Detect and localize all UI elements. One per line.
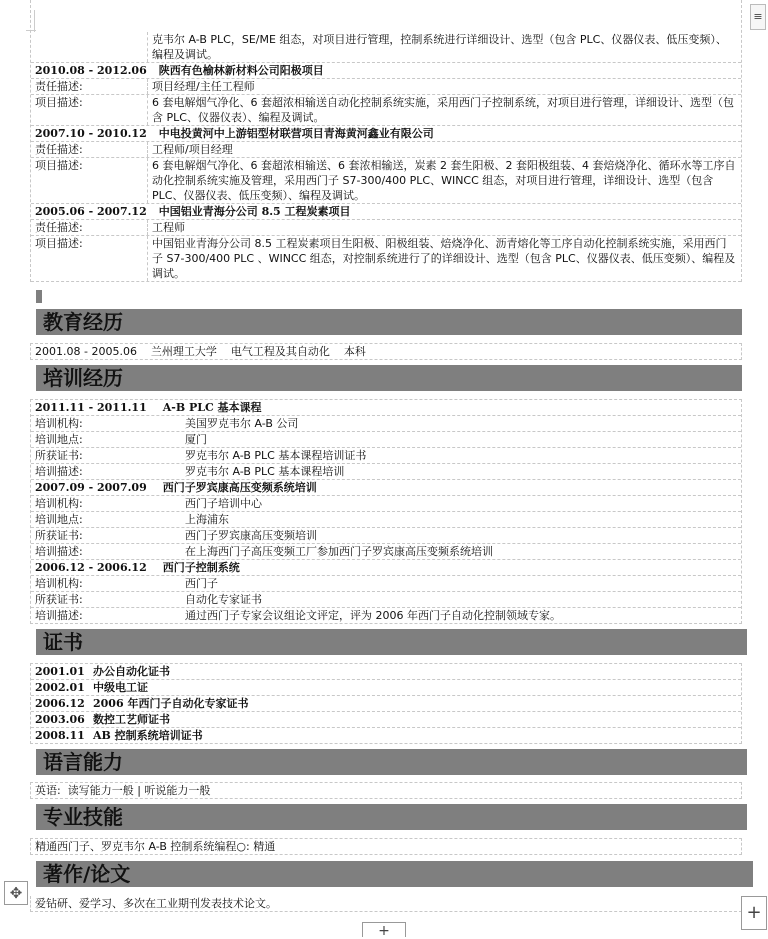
scroll-menu-icon[interactable]: ≡ bbox=[750, 4, 766, 30]
publications-entry: 爱钻研、爱学习、多次在工业期刊发表技术论文。 bbox=[35, 897, 277, 910]
table-move-handle-icon[interactable]: ✥ bbox=[4, 881, 28, 905]
add-row-button[interactable]: + bbox=[362, 922, 406, 937]
field-value: 在上海西门子高压变频工厂参加西门子罗宾康高压变频系统培训 bbox=[185, 545, 493, 558]
section-heading-language: 语言能力 bbox=[36, 749, 747, 775]
project-header bbox=[31, 63, 741, 79]
table-row bbox=[31, 158, 741, 204]
training-period: 2006.12 - 2006.12 bbox=[35, 561, 147, 574]
education-box bbox=[30, 343, 742, 360]
field-label: 培训机构: bbox=[35, 497, 83, 510]
certificate-name: 办公自动化证书 bbox=[93, 665, 170, 678]
certificate-name: 数控工艺师证书 bbox=[93, 713, 170, 726]
certificate-name: AB 控制系统培训证书 bbox=[93, 729, 203, 742]
section-heading-education: 教育经历 bbox=[36, 309, 742, 335]
training-period: 2007.09 - 2007.09 bbox=[35, 481, 147, 494]
field-value: 罗克韦尔 A-B PLC 基本课程培训证书 bbox=[185, 449, 367, 462]
field-label: 培训描述: bbox=[35, 609, 83, 622]
field-label: 培训地点: bbox=[35, 433, 83, 446]
field-label: 所获证书: bbox=[35, 449, 83, 462]
table-row bbox=[31, 512, 741, 528]
training-name: 西门子罗宾康高压变频系统培训 bbox=[162, 481, 317, 494]
field-value: 自动化专家证书 bbox=[185, 593, 262, 606]
education-entry: 2001.08 - 2005.06 兰州理工大学 电气工程及其自动化 本科 bbox=[35, 345, 366, 358]
certificate-name: 2006 年西门子自动化专家证书 bbox=[93, 697, 249, 710]
field-label: 所获证书: bbox=[35, 529, 83, 542]
table-row bbox=[31, 592, 741, 608]
field-label: 所获证书: bbox=[35, 593, 83, 606]
field-value: 厦门 bbox=[185, 433, 207, 446]
certificate-date: 2003.06 bbox=[35, 713, 85, 726]
table-row bbox=[31, 416, 741, 432]
table-row bbox=[31, 0, 741, 63]
certificate-date: 2002.01 bbox=[35, 681, 85, 694]
field-label: 项目描述: bbox=[35, 96, 83, 109]
training-period: 2011.11 - 2011.11 bbox=[35, 401, 147, 414]
project-period: 2005.06 - 2007.12 bbox=[35, 205, 147, 218]
table-row bbox=[31, 528, 741, 544]
field-label: 项目描述: bbox=[35, 237, 83, 250]
project-company: 中电投黄河中上游铝型材联营项目青海黄河鑫业有限公司 bbox=[158, 127, 434, 140]
training-table bbox=[30, 399, 742, 624]
language-entry: 英语: 读写能力一般 | 听说能力一般 bbox=[35, 784, 211, 797]
field-label: 责任描述: bbox=[35, 80, 83, 93]
table-row bbox=[31, 142, 741, 158]
table-row bbox=[31, 95, 741, 126]
project-header bbox=[31, 126, 741, 142]
field-value: 工程师/项目经理 bbox=[147, 142, 741, 157]
training-name: 西门子控制系统 bbox=[162, 561, 240, 574]
project-period: 2010.08 - 2012.06 bbox=[35, 64, 147, 77]
certificate-row bbox=[31, 680, 741, 696]
field-value: 西门子培训中心 bbox=[185, 497, 262, 510]
certificates-table bbox=[30, 663, 742, 744]
table-row bbox=[31, 236, 741, 282]
paragraph-marker bbox=[36, 290, 42, 303]
table-row bbox=[31, 496, 741, 512]
table-row bbox=[31, 79, 741, 95]
project-company: 中国铝业青海分公司 8.5 工程炭素项目 bbox=[158, 205, 351, 218]
table-row bbox=[31, 432, 741, 448]
project-description: 6 套电解烟气净化、6 套超浓相输送、6 套浓相输送，炭素 2 套生阳极、2 套阳极组装、4 套焙烧净化、循环水等工序自动化控制系统实施及管理，采用西门子 S7-300/400 PLC、WINCC 组态，对项目进行管理，详细设计、选型（包含 PLC、仪器仪表、低压变频）、编程及调试。 bbox=[147, 158, 741, 203]
field-value: 西门子罗宾康高压变频培训 bbox=[185, 529, 317, 542]
certificate-row bbox=[31, 712, 741, 728]
skills-box bbox=[30, 838, 742, 855]
project-description: 克韦尔 A-B PLC，SE/ME 组态，对项目进行管理，控制系统进行详细设计、选型（包含 PLC、仪器仪表、低压变频）、编程及调试。 bbox=[147, 32, 741, 62]
field-value: 上海浦东 bbox=[185, 513, 229, 526]
field-label: 培训机构: bbox=[35, 417, 83, 430]
field-value: 工程师 bbox=[147, 220, 741, 235]
training-header bbox=[31, 400, 741, 416]
add-column-button[interactable]: + bbox=[741, 896, 767, 930]
work-experience-table bbox=[30, 0, 742, 282]
certificate-row bbox=[31, 664, 741, 680]
field-label: 责任描述: bbox=[35, 221, 83, 234]
training-header bbox=[31, 560, 741, 576]
publications-box bbox=[30, 896, 742, 912]
field-label: 培训描述: bbox=[35, 545, 83, 558]
skills-entry: 精通西门子、罗克韦尔 A-B 控制系统编程○: 精通 bbox=[35, 840, 276, 853]
field-value: 通过西门子专家会议组论文评定，评为 2006 年西门子自动化控制领域专家。 bbox=[185, 609, 561, 622]
section-heading-certificates: 证书 bbox=[36, 629, 747, 655]
certificate-date: 2008.11 bbox=[35, 729, 85, 742]
field-value: 西门子 bbox=[185, 577, 218, 590]
certificate-name: 中级电工证 bbox=[93, 681, 148, 694]
certificate-date: 2001.01 bbox=[35, 665, 85, 678]
section-heading-training: 培训经历 bbox=[36, 365, 742, 391]
field-label: 培训地点: bbox=[35, 513, 83, 526]
project-description: 中国铝业青海分公司 8.5 工程炭素项目生阳极、阳极组装、焙烧净化、沥青熔化等工序自动化控制系统实施，采用西门子 S7-300/400 PLC 、WINCC 组态，对控制系统进行了的详细设计、选型（包含 PLC、仪器仪表、低压变频）、编程及调试。 bbox=[147, 236, 741, 281]
field-label: 责任描述: bbox=[35, 143, 83, 156]
field-value: 项目经理/主任工程师 bbox=[147, 79, 741, 94]
training-header bbox=[31, 480, 741, 496]
resume-body bbox=[30, 0, 742, 912]
table-row bbox=[31, 576, 741, 592]
project-period: 2007.10 - 2010.12 bbox=[35, 127, 147, 140]
section-heading-publications: 著作/论文 bbox=[36, 861, 753, 887]
certificate-date: 2006.12 bbox=[35, 697, 85, 710]
table-row bbox=[31, 448, 741, 464]
field-value: 罗克韦尔 A-B PLC 基本课程培训 bbox=[185, 465, 345, 478]
table-row bbox=[31, 608, 741, 623]
table-row bbox=[31, 220, 741, 236]
field-label: 培训机构: bbox=[35, 577, 83, 590]
certificate-row bbox=[31, 696, 741, 712]
project-header bbox=[31, 204, 741, 220]
project-description: 6 套电解烟气净化、6 套超浓相输送自动化控制系统实施，采用西门子控制系统，对项目进行管理，详细设计、选型（包含 PLC、仪器仪表）、编程及调试。 bbox=[147, 95, 741, 125]
table-row bbox=[31, 544, 741, 560]
field-label: 培训描述: bbox=[35, 465, 83, 478]
table-row bbox=[31, 464, 741, 480]
training-name: A-B PLC 基本课程 bbox=[162, 401, 262, 414]
language-box bbox=[30, 782, 742, 799]
project-company: 陕西有色榆林新材料公司阳极项目 bbox=[158, 64, 324, 77]
field-label: 项目描述: bbox=[35, 159, 83, 172]
field-value: 美国罗克韦尔 A-B 公司 bbox=[185, 417, 299, 430]
section-heading-skills: 专业技能 bbox=[36, 804, 747, 830]
certificate-row bbox=[31, 728, 741, 743]
